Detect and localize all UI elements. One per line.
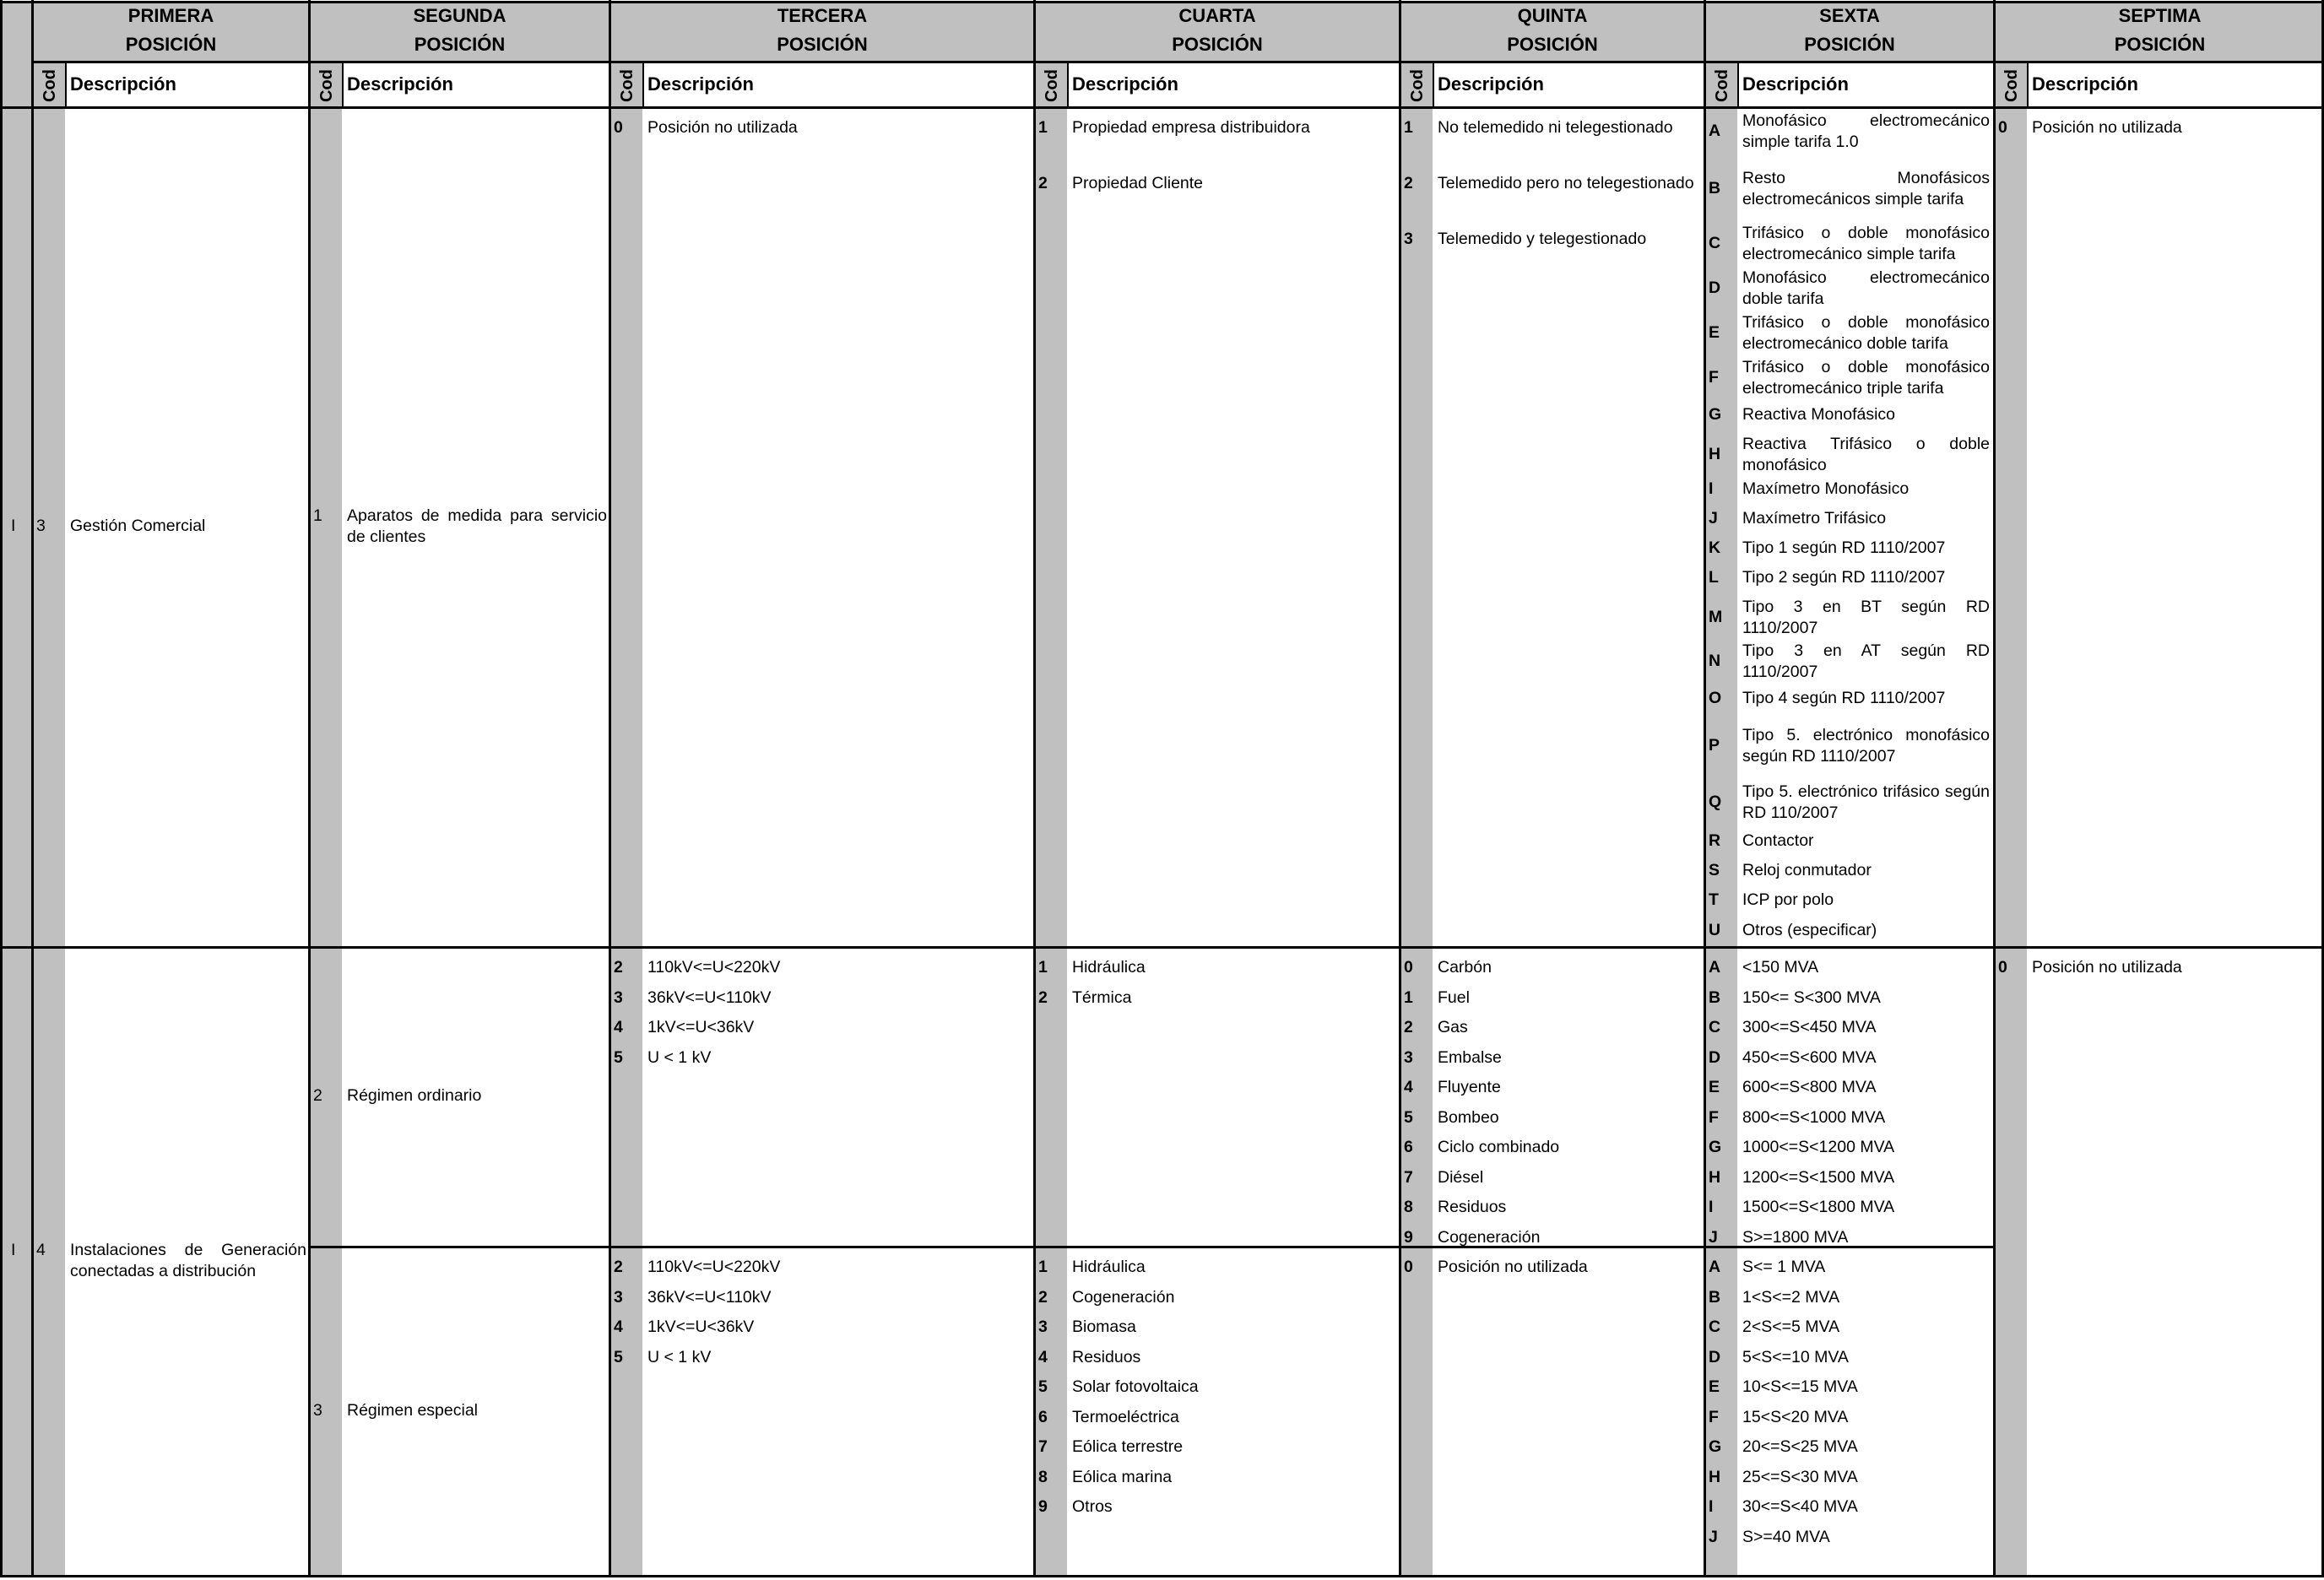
septima-desc: Posición no utilizada — [2032, 118, 2182, 137]
segunda-desc: Aparatos de medida para servicio de clientes — [347, 506, 607, 546]
sexta-code: E — [1709, 1078, 1720, 1096]
header-7-title: SEPTIMA — [2118, 5, 2202, 26]
quinta-code: 0 — [1404, 958, 1413, 977]
cod-label: Cod — [618, 69, 637, 102]
table-rule — [0, 0, 3, 1577]
sexta-code: P — [1709, 736, 1720, 755]
table-rule — [1993, 0, 1996, 1577]
quinta-desc: Cogeneración — [1438, 1227, 1541, 1247]
sexta-code: A — [1709, 958, 1721, 977]
cuarta-code: 1 — [1038, 118, 1048, 137]
header-4-title: CUARTA — [1178, 5, 1256, 26]
quinta-desc: Telemedido y telegestionado — [1438, 230, 1647, 248]
table-rule — [1399, 0, 1401, 1577]
table-rule — [0, 106, 2324, 109]
tercera-code: 2 — [614, 1258, 623, 1276]
grey-band — [34, 63, 65, 1575]
header-2-title: SEGUNDA — [413, 5, 507, 26]
quinta-desc: Posición no utilizada — [1438, 1258, 1588, 1276]
sexta-desc: 800<=S<1000 MVA — [1742, 1107, 1886, 1127]
sexta-desc: 30<=S<40 MVA — [1742, 1497, 1858, 1516]
sexta-desc: Tipo 5. electrónico trifásico según RD 110/2007 — [1742, 782, 1990, 822]
cod-label: Cod — [1408, 69, 1427, 102]
cuarta-code: 2 — [1038, 1287, 1048, 1307]
header-3-subtitle: POSICIÓN — [777, 34, 868, 55]
sexta-desc: S<= 1 MVA — [1742, 1258, 1826, 1276]
cuarta-code: 1 — [1038, 958, 1048, 977]
sexta-desc: Trifásico o doble monofásico electromecánico triple tarifa — [1742, 358, 1990, 398]
table-rule — [1433, 61, 1434, 106]
cod-label: Cod — [2002, 69, 2021, 102]
quinta-code: 1 — [1404, 988, 1413, 1007]
cuarta-code: 2 — [1038, 988, 1048, 1007]
descripcion-label: Descripción — [1438, 73, 1544, 95]
septima-desc: Posición no utilizada — [2032, 958, 2182, 977]
cuarta-desc: Eólica terrestre — [1072, 1437, 1184, 1456]
sexta-code: C — [1709, 234, 1721, 252]
quinta-desc: Diésel — [1438, 1167, 1484, 1187]
cuarta-code: 3 — [1038, 1318, 1048, 1336]
sexta-code: H — [1709, 1467, 1721, 1486]
descripcion-label: Descripción — [70, 73, 176, 95]
table-rule — [65, 61, 67, 106]
sexta-desc: <150 MVA — [1742, 958, 1819, 977]
row-label: I — [11, 517, 16, 536]
sexta-desc: Tipo 2 según RD 1110/2007 — [1742, 568, 1946, 587]
quinta-code: 2 — [1404, 1018, 1413, 1036]
tercera-code: 2 — [614, 958, 623, 977]
cuarta-desc: Propiedad empresa distribuidora — [1072, 118, 1310, 137]
quinta-code: 6 — [1404, 1138, 1413, 1156]
segunda-desc: Régimen ordinario — [347, 1086, 482, 1106]
table-rule — [609, 0, 611, 1577]
sexta-code: S — [1709, 861, 1720, 879]
table-rule — [1033, 0, 1036, 1577]
sexta-code: I — [1709, 1497, 1714, 1516]
header-1-subtitle: POSICIÓN — [125, 34, 217, 55]
segunda-code: 3 — [313, 1400, 322, 1420]
quinta-desc: Telemedido pero no telegestionado — [1438, 174, 1694, 192]
sexta-desc: Resto Monofásicos electromecánicos simple tarifa — [1742, 169, 1990, 208]
tercera-desc: Posición no utilizada — [647, 118, 798, 137]
sexta-code: G — [1709, 1437, 1722, 1456]
table-rule — [31, 0, 34, 1577]
cod-label: Cod — [1713, 69, 1731, 102]
sexta-code: R — [1709, 831, 1721, 850]
quinta-desc: Residuos — [1438, 1198, 1507, 1216]
sexta-desc: Maxímetro Monofásico — [1742, 479, 1910, 498]
header-4-subtitle: POSICIÓN — [1172, 34, 1263, 55]
sexta-code: D — [1709, 1347, 1721, 1366]
cuarta-code: 2 — [1038, 174, 1048, 192]
table-rule — [342, 61, 344, 106]
header-5-title: QUINTA — [1517, 5, 1588, 26]
table-rule — [308, 1246, 1993, 1248]
sexta-desc: Contactor — [1742, 831, 1814, 850]
descripcion-label: Descripción — [1072, 73, 1178, 95]
sexta-desc: 300<=S<450 MVA — [1742, 1018, 1877, 1036]
cuarta-code: 9 — [1038, 1497, 1048, 1516]
sexta-code: L — [1709, 568, 1719, 587]
sexta-code: J — [1709, 509, 1718, 528]
quinta-code: 1 — [1404, 118, 1413, 137]
cuarta-desc: Cogeneración — [1072, 1287, 1175, 1307]
sexta-desc: 20<=S<25 MVA — [1742, 1437, 1858, 1456]
sexta-desc: Maxímetro Trifásico — [1742, 509, 1887, 528]
sexta-desc: S>=1800 MVA — [1742, 1227, 1849, 1247]
sexta-desc: 600<=S<800 MVA — [1742, 1078, 1877, 1096]
sexta-code: J — [1709, 1227, 1718, 1247]
sexta-code: C — [1709, 1018, 1721, 1036]
sexta-desc: ICP por polo — [1742, 890, 1834, 909]
sexta-desc: Otros (especificar) — [1742, 921, 1877, 939]
cuarta-code: 4 — [1038, 1347, 1048, 1366]
sexta-code: E — [1709, 1377, 1720, 1396]
cuarta-desc: Otros — [1072, 1497, 1113, 1516]
cuarta-desc: Termoeléctrica — [1072, 1407, 1179, 1426]
table-rule — [308, 0, 311, 1577]
quinta-desc: Bombeo — [1438, 1107, 1499, 1127]
sexta-desc: 15<S<20 MVA — [1742, 1407, 1849, 1426]
tercera-code: 4 — [614, 1018, 623, 1036]
cuarta-desc: Residuos — [1072, 1347, 1141, 1366]
row-label: I — [11, 1241, 16, 1259]
quinta-desc: Ciclo combinado — [1438, 1138, 1560, 1156]
sexta-desc: 1200<=S<1500 MVA — [1742, 1167, 1895, 1187]
quinta-code: 3 — [1404, 1047, 1413, 1067]
tercera-desc: 36kV<=U<110kV — [647, 1287, 772, 1307]
sexta-desc: Tipo 3 en BT según RD 1110/2007 — [1742, 598, 1990, 637]
cuarta-desc: Solar fotovoltaica — [1072, 1377, 1199, 1396]
grey-band — [311, 63, 342, 1575]
cuarta-code: 7 — [1038, 1437, 1048, 1456]
header-3-title: TERCERA — [777, 5, 868, 26]
table-rule — [1704, 0, 1706, 1577]
header-7-subtitle: POSICIÓN — [2114, 34, 2206, 55]
sexta-code: E — [1709, 323, 1720, 342]
quinta-desc: Carbón — [1438, 958, 1492, 977]
tercera-desc: U < 1 kV — [647, 1347, 712, 1366]
quinta-desc: No telemedido ni telegestionado — [1438, 118, 1673, 137]
sexta-desc: Tipo 5. electrónico monofásico según RD 1110/2007 — [1742, 726, 1990, 766]
sexta-desc: Reactiva Trifásico o doble monofásico — [1742, 435, 1990, 474]
cod-label: Cod — [1043, 69, 1061, 102]
header-2-subtitle: POSICIÓN — [414, 34, 506, 55]
sexta-desc: 10<S<=15 MVA — [1742, 1377, 1858, 1396]
septima-code: 0 — [1998, 118, 2007, 137]
quinta-code: 7 — [1404, 1167, 1413, 1187]
sexta-code: O — [1709, 689, 1722, 707]
sexta-code: I — [1709, 1198, 1714, 1216]
cuarta-desc: Eólica marina — [1072, 1467, 1173, 1486]
header-1-title: PRIMERA — [127, 5, 214, 26]
quinta-code: 0 — [1404, 1258, 1413, 1276]
tercera-code: 5 — [614, 1347, 623, 1366]
sexta-desc: 25<=S<30 MVA — [1742, 1467, 1858, 1486]
sexta-code: B — [1709, 179, 1721, 198]
table-rule — [642, 61, 644, 106]
sexta-code: A — [1709, 122, 1721, 140]
sexta-desc: 450<=S<600 MVA — [1742, 1047, 1877, 1067]
quinta-code: 8 — [1404, 1198, 1413, 1216]
quinta-code: 3 — [1404, 230, 1413, 248]
sexta-code: Q — [1709, 793, 1722, 811]
sexta-desc: 150<= S<300 MVA — [1742, 988, 1881, 1007]
quinta-desc: Embalse — [1438, 1047, 1502, 1067]
sexta-desc: Trifásico o doble monofásico electromecánico simple tarifa — [1742, 224, 1990, 263]
grey-band — [0, 1, 31, 1575]
sexta-code: C — [1709, 1318, 1721, 1336]
sexta-code: I — [1709, 479, 1714, 498]
grey-band — [1996, 63, 2027, 1575]
cuarta-code: 6 — [1038, 1407, 1048, 1426]
sexta-desc: 1500<=S<1800 MVA — [1742, 1198, 1895, 1216]
sexta-code: F — [1709, 1407, 1719, 1426]
sexta-code: U — [1709, 921, 1721, 939]
primera-code: 3 — [36, 517, 46, 536]
descripcion-label: Descripción — [1742, 73, 1849, 95]
primera-desc: Gestión Comercial — [70, 517, 206, 536]
sexta-code: H — [1709, 445, 1721, 463]
sexta-code: F — [1709, 1107, 1719, 1127]
descripcion-label: Descripción — [2032, 73, 2138, 95]
cuarta-code: 1 — [1038, 1258, 1048, 1276]
sexta-desc: 1<S<=2 MVA — [1742, 1287, 1840, 1307]
septima-code: 0 — [1998, 958, 2007, 977]
sexta-code: K — [1709, 538, 1721, 557]
sexta-desc: S>=40 MVA — [1742, 1527, 1830, 1546]
tercera-desc: U < 1 kV — [647, 1047, 712, 1067]
tercera-code: 0 — [614, 118, 623, 137]
descripcion-label: Descripción — [647, 73, 754, 95]
cuarta-desc: Hidráulica — [1072, 958, 1146, 977]
segunda-desc: Régimen especial — [347, 1400, 479, 1420]
sexta-desc: Tipo 1 según RD 1110/2007 — [1742, 538, 1946, 557]
sexta-desc: 1000<=S<1200 MVA — [1742, 1138, 1895, 1156]
tercera-code: 5 — [614, 1047, 623, 1067]
tercera-desc: 110kV<=U<220kV — [647, 1258, 781, 1276]
sexta-code: H — [1709, 1167, 1721, 1187]
sexta-desc: Tipo 3 en AT según RD 1110/2007 — [1742, 641, 1990, 681]
tercera-code: 3 — [614, 1287, 623, 1307]
table-rule — [1737, 61, 1739, 106]
quinta-code: 5 — [1404, 1107, 1413, 1127]
cuarta-desc: Térmica — [1072, 988, 1132, 1007]
table-rule — [1067, 61, 1069, 106]
descripcion-label: Descripción — [347, 73, 453, 95]
grey-band — [1401, 63, 1433, 1575]
tercera-code: 4 — [614, 1318, 623, 1336]
table-rule — [31, 61, 2324, 63]
sexta-code: B — [1709, 1287, 1721, 1307]
cuarta-code: 5 — [1038, 1377, 1048, 1396]
tercera-code: 3 — [614, 988, 623, 1007]
sexta-code: D — [1709, 279, 1721, 297]
segunda-code: 2 — [313, 1086, 322, 1106]
cuarta-desc: Propiedad Cliente — [1072, 174, 1204, 192]
sexta-code: G — [1709, 1138, 1722, 1156]
sexta-desc: Trifásico o doble monofásico electromecánico doble tarifa — [1742, 313, 1990, 353]
quinta-desc: Fuel — [1438, 988, 1470, 1007]
sexta-code: N — [1709, 652, 1721, 670]
sexta-code: J — [1709, 1527, 1718, 1546]
quinta-code: 9 — [1404, 1227, 1413, 1247]
header-6-subtitle: POSICIÓN — [1804, 34, 1895, 55]
quinta-code: 4 — [1404, 1078, 1413, 1096]
cuarta-desc: Hidráulica — [1072, 1258, 1146, 1276]
header-6-title: SEXTA — [1819, 5, 1880, 26]
sexta-desc: Monofásico electromecánico simple tarifa 1.0 — [1742, 111, 1990, 151]
sexta-desc: 2<S<=5 MVA — [1742, 1318, 1840, 1336]
sexta-code: G — [1709, 405, 1722, 424]
cuarta-desc: Biomasa — [1072, 1318, 1136, 1336]
sexta-code: F — [1709, 368, 1719, 387]
cod-label: Cod — [317, 69, 336, 102]
primera-desc: Instalaciones de Generación conectadas a distribución — [70, 1241, 306, 1280]
sexta-desc: 5<S<=10 MVA — [1742, 1347, 1849, 1366]
sexta-desc: Reloj conmutador — [1742, 861, 1872, 879]
quinta-code: 2 — [1404, 174, 1413, 192]
tercera-desc: 36kV<=U<110kV — [647, 988, 772, 1007]
table-rule — [0, 946, 2324, 949]
table-rule — [0, 1575, 2324, 1577]
sexta-desc: Reactiva Monofásico — [1742, 405, 1896, 424]
header-5-subtitle: POSICIÓN — [1507, 34, 1598, 55]
quinta-desc: Fluyente — [1438, 1078, 1501, 1096]
cod-label: Cod — [41, 69, 59, 102]
tercera-desc: 1kV<=U<36kV — [647, 1318, 755, 1336]
segunda-code: 1 — [313, 506, 322, 525]
sexta-code: D — [1709, 1047, 1721, 1067]
sexta-desc: Tipo 4 según RD 1110/2007 — [1742, 689, 1946, 707]
quinta-desc: Gas — [1438, 1018, 1468, 1036]
table-rule — [2027, 61, 2029, 106]
cuarta-code: 8 — [1038, 1467, 1048, 1486]
sexta-code: A — [1709, 1258, 1721, 1276]
primera-code: 4 — [36, 1241, 46, 1259]
sexta-desc: Monofásico electromecánico doble tarifa — [1742, 268, 1990, 308]
tercera-desc: 1kV<=U<36kV — [647, 1018, 755, 1036]
sexta-code: M — [1709, 608, 1723, 626]
table-rule — [0, 1, 2324, 3]
sexta-code: T — [1709, 890, 1719, 909]
sexta-code: B — [1709, 988, 1721, 1007]
tercera-desc: 110kV<=U<220kV — [647, 958, 781, 977]
